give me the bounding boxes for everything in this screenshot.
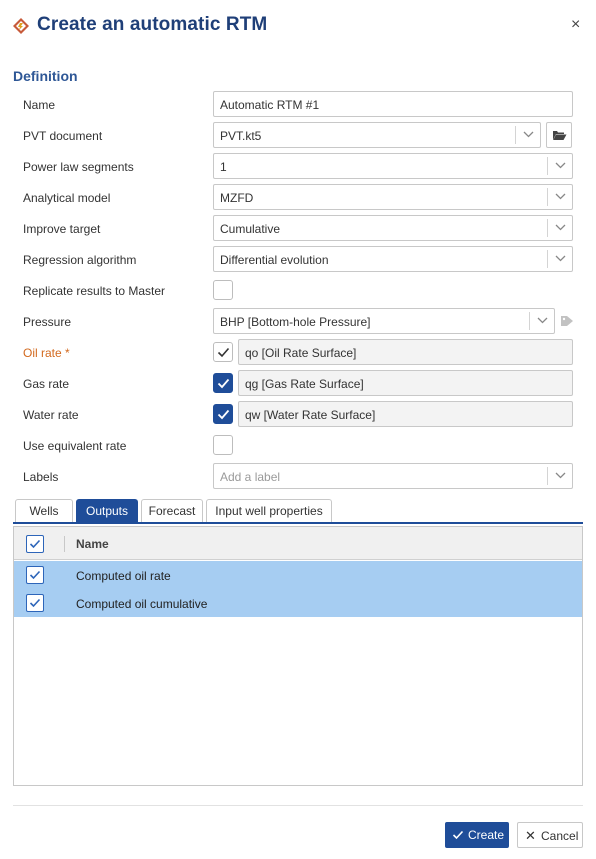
tag-icon[interactable] (560, 315, 574, 327)
pressure-value: BHP [Bottom-hole Pressure] (220, 315, 371, 329)
labels-select[interactable] (213, 463, 573, 489)
check-icon (29, 570, 41, 580)
tab-input-well-properties[interactable]: Input well properties (206, 499, 332, 523)
close-icon[interactable]: × (571, 16, 581, 33)
water-rate-label: Water rate (23, 408, 79, 422)
analytical-model-value: MZFD (220, 191, 254, 205)
dialog-title: Create an automatic RTM (37, 14, 268, 35)
app-logo-icon (12, 17, 30, 35)
row-checkbox[interactable] (26, 566, 44, 584)
chevron-down-icon[interactable] (529, 312, 554, 330)
table-row[interactable] (14, 561, 582, 589)
pvt-document-select[interactable] (213, 122, 541, 148)
water-rate-field (238, 401, 573, 427)
select-all-checkbox[interactable] (26, 535, 44, 553)
footer-divider (13, 805, 583, 806)
chevron-down-icon[interactable] (547, 157, 572, 175)
chevron-down-icon[interactable] (515, 126, 540, 144)
oil-rate-value: qo [Oil Rate Surface] (245, 346, 357, 360)
improve-target-label: Improve target (23, 222, 101, 236)
use-equivalent-rate-label: Use equivalent rate (23, 439, 127, 453)
check-icon (29, 539, 41, 549)
water-rate-value: qw [Water Rate Surface] (245, 408, 376, 422)
gas-rate-value: qg [Gas Rate Surface] (245, 377, 364, 391)
check-icon (217, 409, 230, 420)
analytical-model-label: Analytical model (23, 191, 111, 205)
dialog-header (0, 0, 596, 52)
power-law-segments-select[interactable] (213, 153, 573, 179)
replicate-results-checkbox[interactable] (213, 280, 233, 300)
replicate-results-label: Replicate results to Master (23, 284, 166, 298)
create-button[interactable] (445, 822, 509, 848)
regression-algorithm-select[interactable] (213, 246, 573, 272)
gas-rate-field (238, 370, 573, 396)
oil-rate-label: Oil rate * (23, 346, 70, 360)
check-icon (452, 830, 464, 840)
water-rate-checkbox[interactable] (213, 404, 233, 424)
tab-underline (13, 522, 583, 524)
gas-rate-checkbox[interactable] (213, 373, 233, 393)
check-icon (217, 347, 230, 358)
name-input-value: Automatic RTM #1 (220, 98, 320, 112)
labels-placeholder: Add a label (220, 470, 281, 484)
name-input[interactable] (213, 91, 573, 117)
check-icon (217, 378, 230, 389)
grid-header (14, 527, 582, 560)
chevron-down-icon[interactable] (547, 219, 572, 237)
chevron-down-icon[interactable] (547, 250, 572, 268)
use-equivalent-rate-checkbox[interactable] (213, 435, 233, 455)
close-icon: ✕ (525, 828, 536, 843)
column-separator (64, 536, 65, 552)
section-title-definition: Definition (13, 68, 78, 84)
improve-target-select[interactable] (213, 215, 573, 241)
improve-target-value: Cumulative (220, 222, 281, 236)
folder-open-icon (552, 129, 567, 141)
analytical-model-select[interactable] (213, 184, 573, 210)
pvt-document-value: PVT.kt5 (220, 129, 262, 143)
oil-rate-field (238, 339, 573, 365)
create-button-label: Create (468, 828, 505, 842)
gas-rate-label: Gas rate (23, 377, 70, 391)
pressure-label: Pressure (23, 315, 72, 329)
oil-rate-checkbox[interactable] (213, 342, 233, 362)
check-icon (29, 598, 41, 608)
tab-forecast[interactable]: Forecast (141, 499, 203, 523)
row-name: Computed oil cumulative (76, 597, 208, 611)
column-header-name[interactable]: Name (76, 537, 109, 551)
cancel-button-label: Cancel (541, 829, 579, 843)
chevron-down-icon[interactable] (547, 467, 572, 485)
pvt-document-label: PVT document (23, 129, 103, 143)
tab-wells[interactable]: Wells (15, 499, 73, 523)
regression-algorithm-value: Differential evolution (220, 253, 329, 267)
outputs-grid (13, 526, 583, 786)
labels-label: Labels (23, 470, 59, 484)
row-checkbox[interactable] (26, 594, 44, 612)
tab-outputs[interactable]: Outputs (76, 499, 138, 523)
row-name: Computed oil rate (76, 569, 171, 583)
pressure-select[interactable] (213, 308, 555, 334)
name-label: Name (23, 98, 56, 112)
table-row[interactable] (14, 589, 582, 617)
regression-algorithm-label: Regression algorithm (23, 253, 137, 267)
browse-folder-button[interactable] (546, 122, 572, 148)
chevron-down-icon[interactable] (547, 188, 572, 206)
cancel-button[interactable] (517, 822, 583, 848)
power-law-segments-value: 1 (220, 160, 227, 174)
power-law-segments-label: Power law segments (23, 160, 134, 174)
